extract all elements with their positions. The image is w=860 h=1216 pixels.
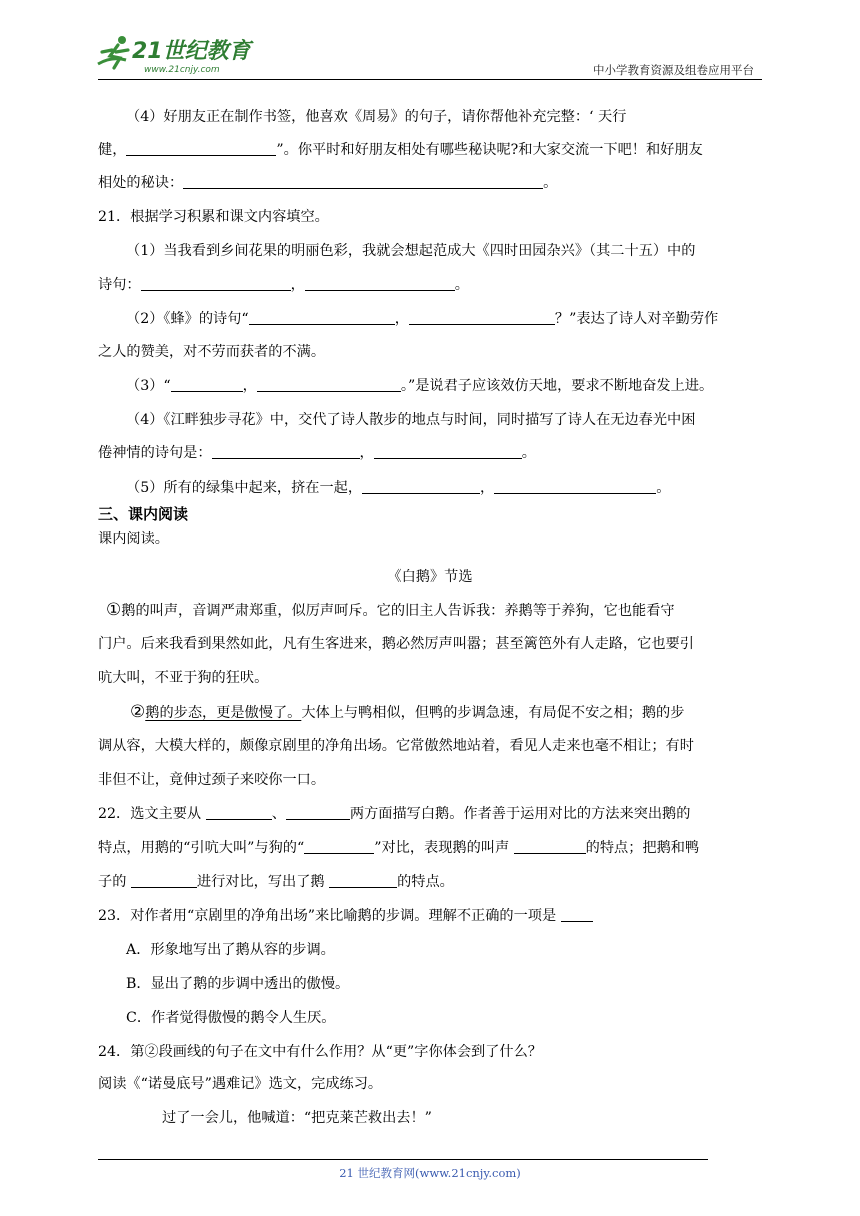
q21-4-line2: 倦神情的诗句是： ， 。 [98,445,536,461]
svg-text:21世纪教育: 21世纪教育 [132,39,251,64]
q21-2-line1: （2）《蜂》的诗句“ ， ？”表达了诗人对辛勤劳作 [126,311,719,327]
q20-4-line2: 健， ”。你平时和好朋友相处有哪些秘诀呢?和大家交流一下吧！和好朋友 [98,142,703,158]
answer-blank[interactable] [249,310,395,325]
q22-line3: 子的 进行对比，写出了鹅 的特点。 [98,874,454,890]
runner-logo-icon [92,34,262,76]
q21-3: （3）“ ， 。”是说君子应该效仿天地，要求不断地奋发上进。 [126,378,714,394]
section-heading: 三、课内阅读 [98,505,189,523]
answer-blank[interactable] [212,444,360,459]
q20-4-line1: （4）好朋友正在制作书签，他喜欢《周易》的句子，请你帮他补充完整：‘ 天行 [126,109,627,125]
q21-5: （5）所有的绿集中起来，挤在一起， ， 。 [126,480,671,496]
answer-blank[interactable] [126,141,276,156]
answer-blank[interactable] [304,839,374,854]
answer-blank[interactable] [329,873,397,888]
q24-stem: 24．第②段画线的句子在文中有什么作用？从“更”字你体会到了什么？ [98,1044,542,1060]
site-logo [92,34,262,76]
para1-line3: 吭大叫，不亚于狗的狂吠。 [98,670,269,686]
q21-1-line2: 诗句： ， 。 [98,277,469,293]
answer-blank[interactable] [494,479,656,494]
answer-blank[interactable] [141,276,291,291]
para1-line1: ①鹅的叫声，音调严肃郑重，似厉声呵斥。它的旧主人告诉我：养鹅等于养狗，它也能看守 [106,600,675,620]
underlined-sentence: 鹅的步态，更是傲慢了。 [145,705,302,721]
footer-text[interactable]: 21 世纪教育网(www.21cnjy.com) [339,1166,521,1180]
q23-stem: 23．对作者用“京剧里的净角出场”来比喻鹅的步调。理解不正确的一项是 [98,907,593,925]
answer-blank[interactable] [257,377,401,392]
para2-line1: ②鹅的步态，更是傲慢了。大体上与鸭相似，但鸭的步调急速，有局促不安之相；鹅的步 [130,702,685,722]
q21-4-line1: （4）《江畔独步寻花》中，交代了诗人散步的地点与时间，同时描写了诗人在无边春光中困 [126,412,696,428]
answer-blank[interactable] [131,873,197,888]
reading2-intro: 阅读《“诺曼底号”遇难记》选文，完成练习。 [98,1076,383,1092]
passage-title: 《白鹅》节选 [387,569,473,585]
q21-1-line1: （1）当我看到乡间花果的明丽色彩，我就会想起范成大《四时田园杂兴》（其二十五）中的 [126,243,696,259]
answer-blank[interactable] [305,276,455,291]
q23-option-a[interactable]: A．形象地写出了鹅从容的步调。 [126,942,335,958]
section-intro: 课内阅读。 [98,531,169,547]
footer-divider [98,1159,708,1160]
answer-blank[interactable] [206,805,272,820]
header-divider [98,79,762,80]
q23-option-b[interactable]: B．显出了鹅的步调中透出的傲慢。 [126,976,350,992]
answer-blank[interactable] [409,310,555,325]
answer-blank[interactable] [514,839,586,854]
q22-line1: 22．选文主要从 、 两方面描写白鹅。作者善于运用对比的方法来突出鹅的 [98,806,691,822]
reading2-line1: 过了一会儿，他喊道：“把克莱芒救出去！” [162,1110,432,1126]
q22-line2: 特点，用鹅的“引吭大叫”与狗的“ ”对比，表现鹅的叫声 的特点；把鹅和鸭 [98,840,700,856]
q20-4-line3: 相处的秘诀： 。 [98,175,558,191]
answer-blank[interactable] [286,805,350,820]
para2-line2: 调从容，大模大样的，颇像京剧里的净角出场。它常傲然地站着，看见人走来也毫不相让；有时 [98,738,694,754]
answer-blank[interactable] [374,444,522,459]
answer-blank[interactable] [362,479,480,494]
answer-blank[interactable] [561,907,593,922]
q21-title: 21．根据学习积累和课文内容填空。 [98,209,329,225]
answer-blank[interactable] [183,174,543,189]
svg-text:www.21cnjy.com: www.21cnjy.com [144,65,220,75]
answer-blank[interactable] [171,377,243,392]
q23-option-c[interactable]: C．作者觉得傲慢的鹅令人生厌。 [126,1010,336,1026]
para1-line2: 门户。后来我看到果然如此，凡有生客进来，鹅必然厉声叫嚣；甚至篱笆外有人走路，它也要引 [98,636,694,652]
para2-line3: 非但不让，竟伸过颈子来咬你一口。 [98,772,326,788]
q21-2-line2: 之人的赞美，对不劳而获者的不满。 [98,344,326,360]
platform-name: 中小学教育资源及组卷应用平台 [593,63,754,77]
